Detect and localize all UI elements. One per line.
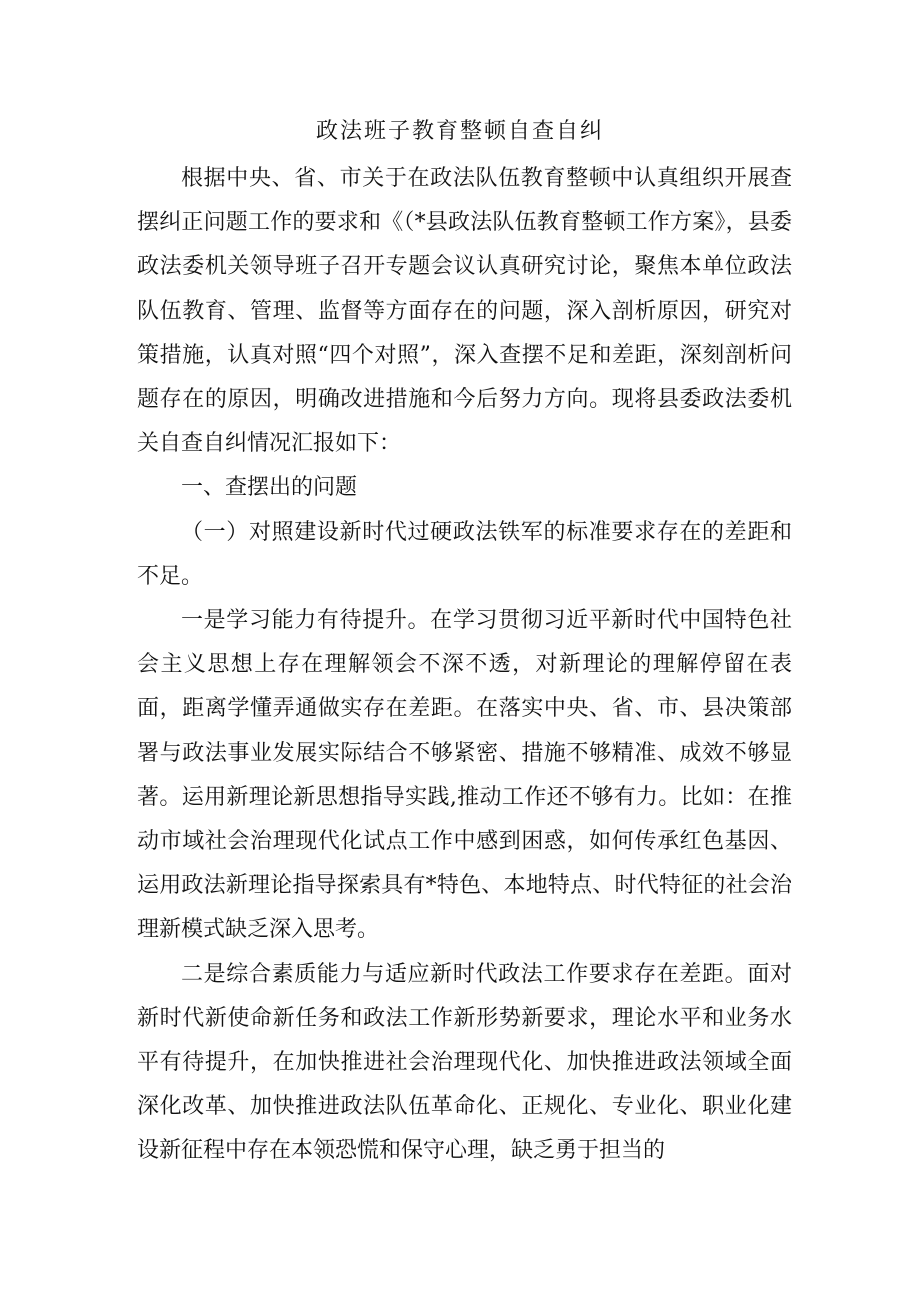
- document-title: 政法班子教育整顿自查自纠: [315, 119, 604, 144]
- document-body: [137, 157, 792, 1174]
- point-learning-ability: 一是学习能力有待提升。在学习贯彻习近平新时代中国特色社会主义思想上存在理解领会不深不透，对新理论的理解停留在表面，距离学懂弄通做实存在差距。在落实中央、省、市、县决策部署与政法事业发展实际结合不够紧密、措施不够精准、成效不够显著。运用新理论新思想指导实践,推动工作还不够有力。比如：在推动市域社会治理现代化试点工作中感到困惑，如何传承红色基因、运用政法新理论指导探索具有*特色、本地特点、时代特征的社会治理新模式缺乏深入思考。: [137, 608, 792, 943]
- section-heading-problems: 一、查摆出的问题: [181, 475, 358, 501]
- subsection-heading-gaps: （一）对照建设新时代过硬政法铁军的标准要求存在的差距和不足。: [137, 519, 792, 589]
- point-comprehensive-quality: 二是综合素质能力与适应新时代政法工作要求存在差距。面对新时代新使命新任务和政法工作新形势新要求，理论水平和业务水平有待提升，在加快推进社会治理现代化、加快推进政法领域全面深化改革、加快推进政法队伍革命化、正规化、专业化、职业化建设新征程中存在本领恐慌和保守心理，缺乏勇于担当的: [137, 961, 792, 1164]
- intro-paragraph: 根据中央、省、市关于在政法队伍教育整顿中认真组织开展查摆纠正问题工作的要求和《（*县政法队伍教育整顿工作方案》，县委政法委机关领导班子召开专题会议认真研究讨论，聚焦本单位政法队伍教育、管理、监督等方面存在的问题，深入剖析原因，研究对策措施，认真对照“四个对照”，深入查摆不足和差距，深刻剖析问题存在的原因，明确改进措施和今后努力方向。现将县委政法委机关自查自纠情况汇报如下：: [137, 166, 792, 457]
